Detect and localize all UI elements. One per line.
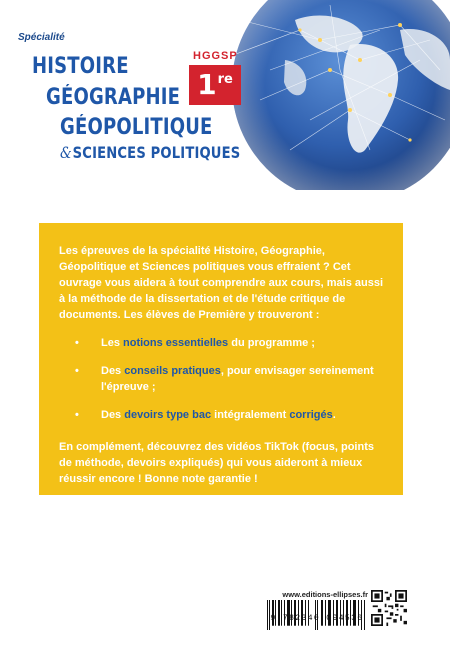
description-panel: [39, 223, 403, 495]
list-item: [59, 335, 389, 351]
level-suffix: re: [217, 72, 233, 87]
bullet1-pre: Les: [101, 337, 124, 349]
bullet3-emphasis-2: corrigés: [289, 409, 333, 421]
hggsp-label: HGGSP: [193, 50, 238, 62]
bullet3-post: .: [332, 409, 336, 421]
level-badge: [189, 65, 241, 105]
bullet3-emphasis-1: devoirs type bac: [124, 409, 212, 421]
isbn-number: 9 782340 094536: [270, 614, 364, 623]
outro-paragraph: En complément, découvrez des vidéos TikTok (focus, points de méthode, devoirs expliqués) qui vous aideront à mieux réussir encore ! Bonne note garantie !: [59, 441, 374, 485]
bullet2-emphasis: conseils pratiques: [124, 365, 221, 377]
features-list: [59, 335, 389, 423]
bullet3-pre: Des: [101, 409, 125, 421]
title-line-sciences-politiques: [60, 143, 240, 162]
specialite-label: Spécialité: [18, 32, 65, 43]
bullet3-mid: intégralement: [211, 409, 290, 421]
ampersand: &: [60, 143, 72, 162]
bullet1-post: du programme ;: [228, 337, 315, 349]
title-line-geopolitique: GÉOPOLITIQUE: [60, 115, 213, 140]
list-item: [59, 407, 389, 423]
level-number: 1: [197, 68, 217, 101]
title-line-geographie: GÉOGRAPHIE: [46, 85, 181, 110]
list-item: [59, 363, 389, 395]
bullet1-emphasis: notions essentielles: [123, 337, 229, 349]
publisher-website: www.editions-ellipses.fr: [282, 590, 368, 599]
title-sciences-politiques-text: SCIENCES POLITIQUES: [72, 143, 241, 162]
bullet2-pre: Des: [101, 365, 125, 377]
intro-paragraph: Les épreuves de la spécialité Histoire, Géographie, Géopolitique et Sciences politiques vous effraient ? Cet ouvrage vous aidera à tout comprendre aux cours, mais aussi à la méthode de la dissertation et de l'étude critique de documents. Les élèves de Première y trouveront :: [59, 245, 384, 321]
title-line-histoire: HISTOIRE: [32, 54, 129, 79]
qr-code: [371, 590, 407, 626]
bullet2-post: , pour envisager sereinement l'épreuve ;: [101, 365, 374, 393]
